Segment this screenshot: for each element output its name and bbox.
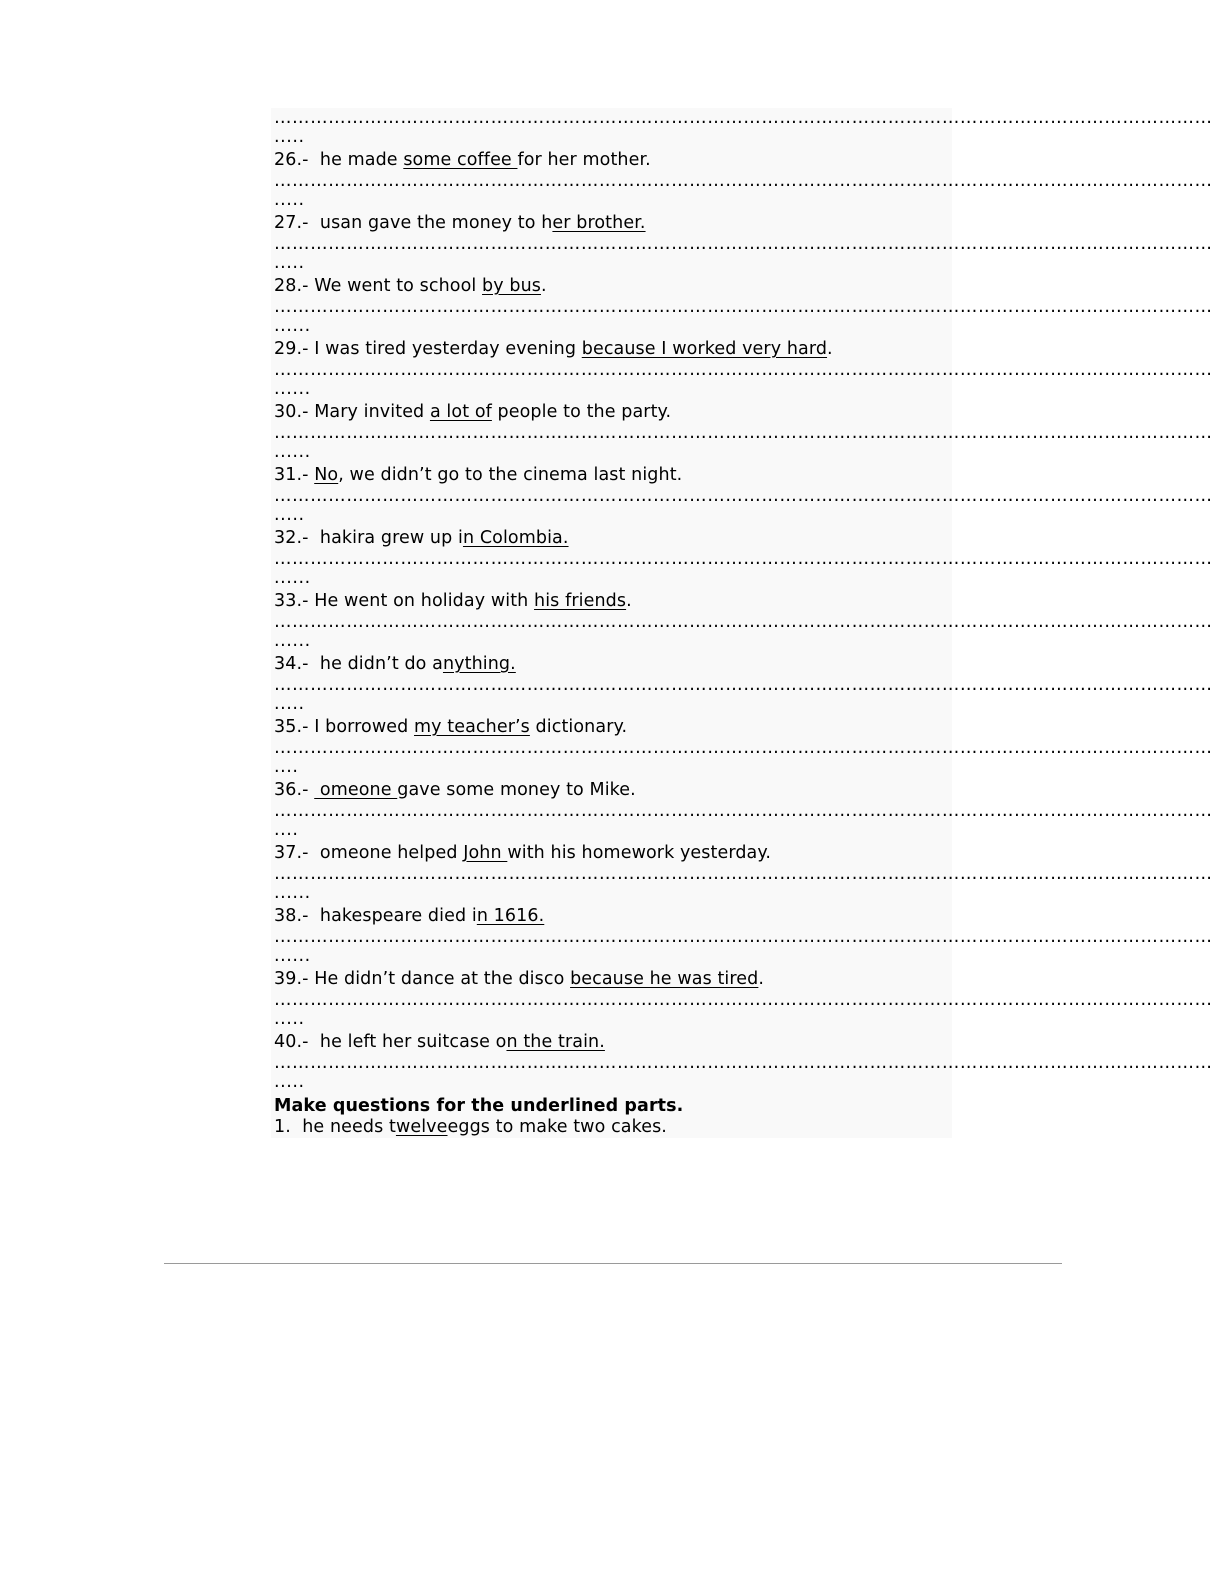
underlined-part: some coffee: [403, 150, 518, 170]
underlined-part: because I worked very hard: [581, 339, 828, 359]
question-29: 29.- I was tired yesterday evening because I worked very hard.: [274, 339, 833, 359]
underlined-part: welve: [395, 1117, 448, 1137]
question-number: 27.-: [274, 213, 315, 233]
answer-line-tail: .....: [274, 694, 305, 714]
answer-line: …………………………………………………………………………………………………………………………………………: [274, 801, 1213, 821]
answer-line: …………………………………………………………………………………………………………………………………………: [274, 612, 1213, 632]
question-35: 35.- I borrowed my teacher’s dictionary.: [274, 717, 628, 737]
answer-line-tail: ....: [274, 820, 299, 840]
question-36: 36.- omeone gave some money to Mike.: [274, 780, 636, 800]
answer-line-tail: ......: [274, 379, 311, 399]
question-37: 37.- omeone helped John with his homework yesterday.: [274, 843, 771, 863]
answer-line-tail: .....: [274, 127, 305, 147]
answer-line: …………………………………………………………………………………………………………………………………………: [274, 171, 1213, 191]
underlined-part: his friends: [534, 591, 627, 611]
answer-line: …………………………………………………………………………………………………………………………………………: [274, 549, 1213, 569]
question-number: 35.-: [274, 717, 315, 737]
underlined-part: a lot of: [429, 402, 492, 422]
answer-line-tail: ......: [274, 316, 311, 336]
answer-line-tail: ......: [274, 568, 311, 588]
answer-line: …………………………………………………………………………………………………………………………………………: [274, 360, 1213, 380]
underlined-part: n Colombia.: [462, 528, 569, 548]
question-number: 38.-: [274, 906, 315, 926]
answer-line-tail: .....: [274, 1009, 305, 1029]
answer-line-tail: .....: [274, 505, 305, 525]
question-number: 36.-: [274, 780, 315, 800]
item-number: 1.: [274, 1117, 303, 1137]
question-number: 34.-: [274, 654, 315, 674]
question-number: 37.-: [274, 843, 315, 863]
underlined-part: n the train.: [506, 1032, 605, 1052]
question-number: 26.-: [274, 150, 315, 170]
answer-line: …………………………………………………………………………………………………………………………………………: [274, 1053, 1213, 1073]
question-30: 30.- Mary invited a lot of people to the party.: [274, 402, 672, 422]
answer-line-tail: ......: [274, 946, 311, 966]
answer-line: …………………………………………………………………………………………………………………………………………: [274, 234, 1213, 254]
question-number: 32.-: [274, 528, 315, 548]
underlined-part: my teacher’s: [414, 717, 530, 737]
question-32: 32.- hakira grew up in Colombia.: [274, 528, 569, 548]
answer-line-tail: ....: [274, 757, 299, 777]
answer-line: …………………………………………………………………………………………………………………………………………: [274, 738, 1213, 758]
question-28: 28.- We went to school by bus.: [274, 276, 547, 296]
question-27: 27.- usan gave the money to her brother.: [274, 213, 646, 233]
answer-line: …………………………………………………………………………………………………………………………………………: [274, 864, 1213, 884]
underlined-part: omeone: [314, 780, 398, 800]
underlined-part: No: [314, 465, 339, 485]
underlined-part: nything.: [442, 654, 516, 674]
underlined-part: John: [463, 843, 508, 863]
answer-line-tail: ......: [274, 883, 311, 903]
answer-line: …………………………………………………………………………………………………………………………………………: [274, 297, 1213, 317]
question-31: 31.- No, we didn’t go to the cinema last night.: [274, 465, 683, 485]
answer-line-tail: ......: [274, 442, 311, 462]
answer-line: …………………………………………………………………………………………………………………………………………: [274, 990, 1213, 1010]
question-34: 34.- he didn’t do anything.: [274, 654, 516, 674]
underlined-part: by bus: [482, 276, 541, 296]
underlined-part: because he was tired: [570, 969, 759, 989]
question-38: 38.- hakespeare died in 1616.: [274, 906, 545, 926]
question-26: 26.- he made some coffee for her mother.: [274, 150, 651, 170]
answer-line-tail: .....: [274, 190, 305, 210]
question-number: 28.-: [274, 276, 315, 296]
answer-line-tail: .....: [274, 1072, 305, 1092]
question-number: 30.-: [274, 402, 315, 422]
question-40: 40.- he left her suitcase on the train.: [274, 1032, 605, 1052]
question-number: 33.-: [274, 591, 315, 611]
worksheet-text: [274, 108, 1213, 1138]
answer-line: …………………………………………………………………………………………………………………………………………: [274, 675, 1213, 695]
answer-line: …………………………………………………………………………………………………………………………………………: [274, 108, 1213, 128]
question-number: 29.-: [274, 339, 315, 359]
question-number: 40.-: [274, 1032, 315, 1052]
answer-line-tail: .....: [274, 253, 305, 273]
section-instruction: Make questions for the underlined parts.: [274, 1096, 684, 1116]
answer-line: …………………………………………………………………………………………………………………………………………: [274, 423, 1213, 443]
answer-line: …………………………………………………………………………………………………………………………………………: [274, 486, 1213, 506]
answer-line-tail: ......: [274, 631, 311, 651]
answer-line: …………………………………………………………………………………………………………………………………………: [274, 927, 1213, 947]
question-33: 33.- He went on holiday with his friends.: [274, 591, 632, 611]
exercise-item-1: 1. he needs twelveeggs to make two cakes.: [274, 1117, 667, 1137]
underlined-part: n 1616.: [476, 906, 545, 926]
underlined-part: er brother.: [552, 213, 646, 233]
page-footer-rule: [164, 1263, 1062, 1264]
question-39: 39.- He didn’t dance at the disco because he was tired.: [274, 969, 765, 989]
question-number: 31.-: [274, 465, 315, 485]
question-number: 39.-: [274, 969, 315, 989]
